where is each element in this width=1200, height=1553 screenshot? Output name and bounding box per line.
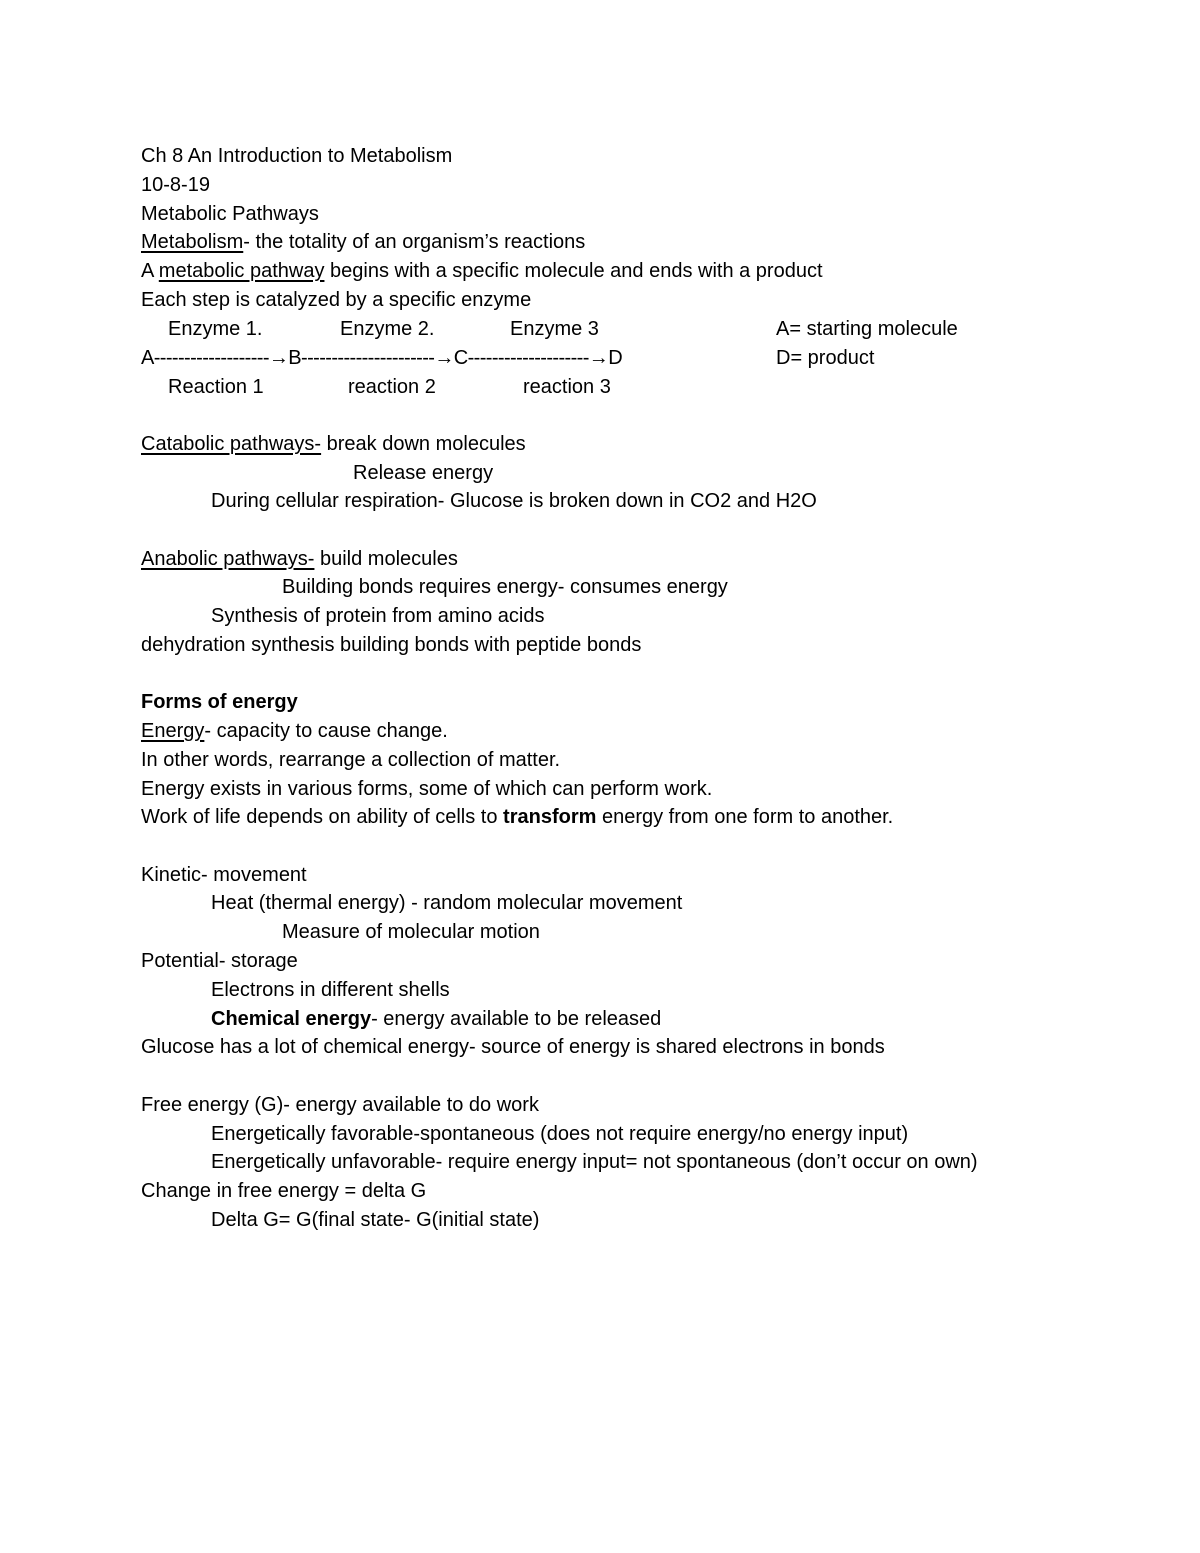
term-metabolic-pathway: metabolic pathway — [158, 260, 325, 282]
chemical-energy-line — [211, 1007, 661, 1031]
catabolic-definition — [141, 432, 526, 456]
free-energy-line: Free energy (G)- energy available to do work — [141, 1094, 539, 1116]
unfavorable-line: Energetically unfavorable- require energy input= not spontaneous (don’t occur on own) — [211, 1151, 978, 1173]
each-step-line: Each step is catalyzed by a specific enzyme — [141, 289, 532, 311]
reaction-3-label: reaction 3 — [523, 376, 611, 398]
change-in-free-energy-line: Change in free energy = delta G — [141, 1180, 427, 1202]
legend-product: D= product — [776, 347, 875, 369]
term-energy: Energy — [141, 720, 205, 742]
section-heading-metabolic-pathways: Metabolic Pathways — [141, 203, 319, 225]
metabolic-pathway-definition — [141, 259, 823, 283]
term-anabolic-pathways: Anabolic pathways- — [141, 548, 315, 570]
term-chemical-energy: Chemical energy — [211, 1008, 372, 1030]
catabolic-def-text: break down molecules — [321, 433, 526, 455]
date-line: 10-8-19 — [141, 174, 210, 196]
enzyme-3-label: Enzyme 3 — [510, 318, 599, 340]
energy-exists-line: Energy exists in various forms, some of which can perform work. — [141, 778, 713, 800]
anabolic-definition — [141, 547, 458, 571]
reaction-1-label: Reaction 1 — [168, 376, 264, 398]
heat-line: Heat (thermal energy) - random molecular movement — [211, 892, 683, 914]
chemical-energy-def: - energy available to be released — [371, 1008, 662, 1030]
favorable-line: Energetically favorable-spontaneous (does not require energy/no energy input) — [211, 1123, 909, 1145]
electrons-line: Electrons in different shells — [211, 979, 450, 1001]
in-other-words-line: In other words, rearrange a collection of matter. — [141, 749, 561, 771]
enzyme-1-label: Enzyme 1. — [168, 318, 263, 340]
energy-definition — [141, 719, 448, 743]
pathway-pre-text: A — [141, 260, 159, 282]
reaction-chain: A-------------------→B----------------------→C--------------------→D — [141, 347, 623, 369]
reaction-2-label: reaction 2 — [348, 376, 436, 398]
section-heading-forms-of-energy: Forms of energy — [141, 691, 298, 713]
term-metabolism: Metabolism — [141, 231, 244, 253]
pathway-post-text: begins with a specific molecule and ends with a product — [324, 260, 823, 282]
anabolic-synthesis: Synthesis of protein from amino acids — [211, 605, 545, 627]
work-pre-text: Work of life depends on ability of cells to — [141, 806, 504, 828]
glucose-line: Glucose has a lot of chemical energy- source of energy is shared electrons in bonds — [141, 1036, 885, 1058]
document-title: Ch 8 An Introduction to Metabolism — [141, 145, 453, 167]
measure-line: Measure of molecular motion — [282, 921, 540, 943]
catabolic-release-energy: Release energy — [353, 462, 494, 484]
anabolic-dehydration: dehydration synthesis building bonds with peptide bonds — [141, 634, 642, 656]
enzyme-2-label: Enzyme 2. — [340, 318, 435, 340]
potential-line: Potential- storage — [141, 950, 298, 972]
metabolism-def-text: - the totality of an organism’s reactions — [243, 231, 586, 253]
catabolic-respiration: During cellular respiration- Glucose is broken down in CO2 and H2O — [211, 490, 817, 512]
term-catabolic-pathways: Catabolic pathways- — [141, 433, 322, 455]
metabolism-definition — [141, 230, 585, 254]
kinetic-line: Kinetic- movement — [141, 864, 307, 886]
legend-starting-molecule: A= starting molecule — [776, 318, 958, 340]
anabolic-def-text: build molecules — [314, 548, 458, 570]
delta-g-line: Delta G= G(final state- G(initial state) — [211, 1209, 540, 1231]
work-post-text: energy from one form to another. — [596, 806, 894, 828]
work-bold-transform: transform — [503, 806, 597, 828]
energy-def-text: - capacity to cause change. — [204, 720, 448, 742]
anabolic-bonds: Building bonds requires energy- consumes energy — [282, 576, 728, 598]
work-of-life-line — [141, 805, 893, 829]
